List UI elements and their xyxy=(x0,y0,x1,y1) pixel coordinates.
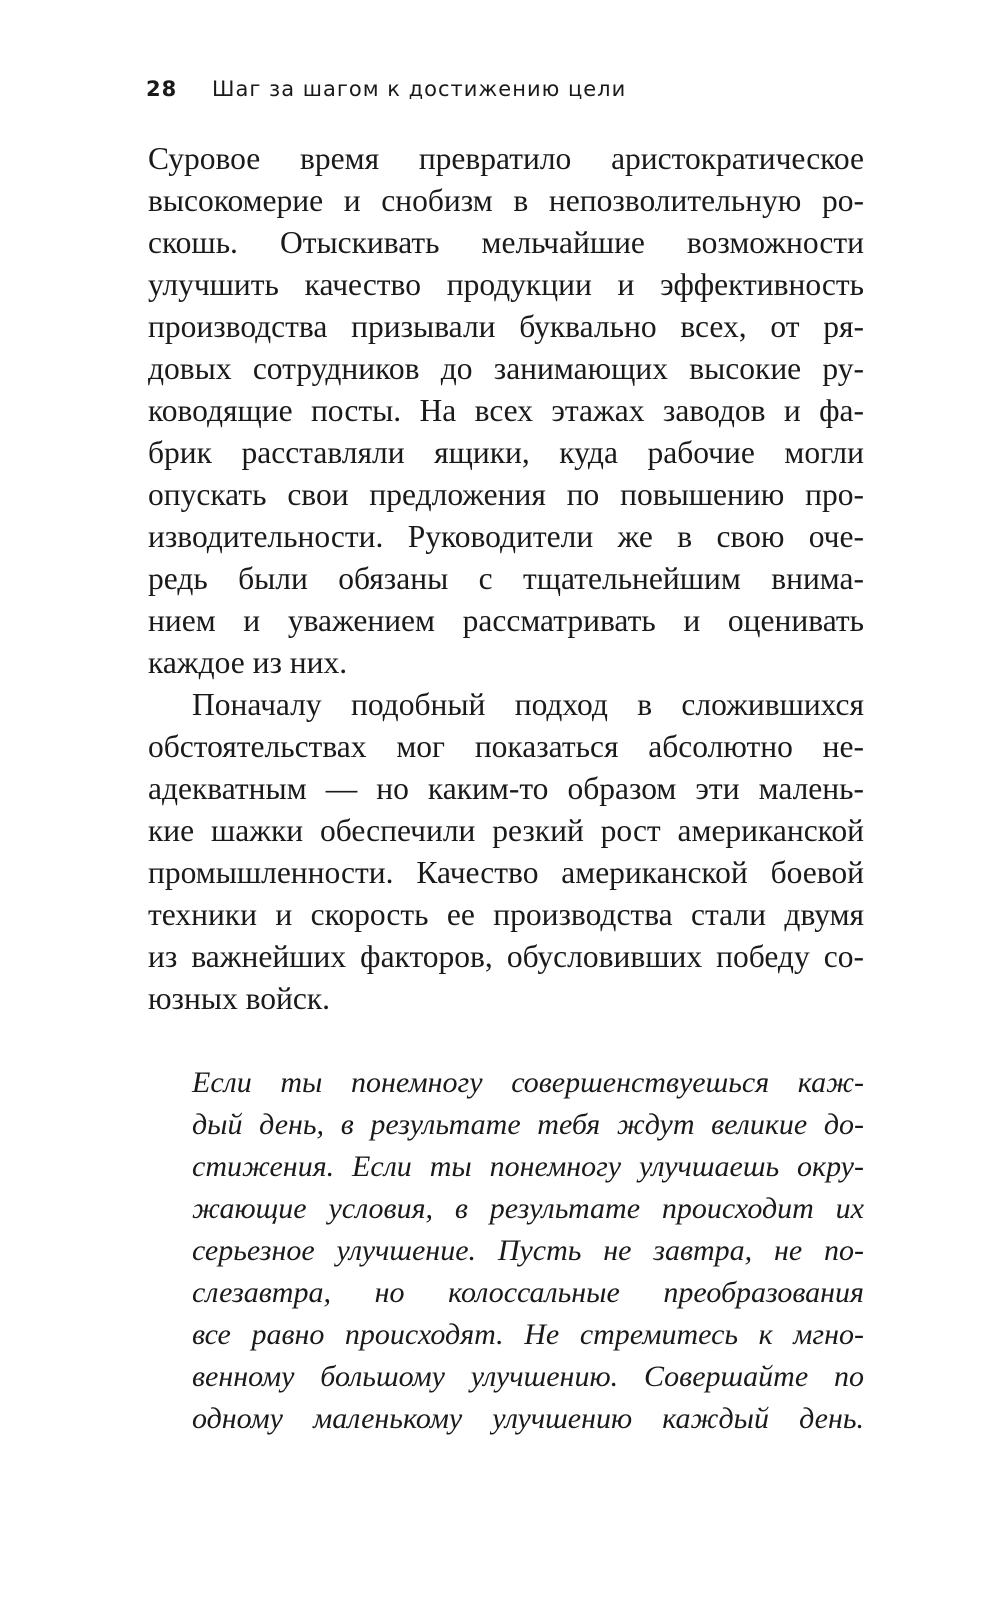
text-line: брик расставляли ящики, куда рабочие могли xyxy=(148,435,864,470)
quote-line: Если ты понемногу совершенствуешься каж- xyxy=(192,1066,864,1099)
text-line: высокомерие и снобизм в непозволительную ро- xyxy=(148,183,864,218)
text-line: из важнейших факторов, обусловивших победу со- xyxy=(148,939,864,974)
text-line: промышленности. Качество американской боевой xyxy=(148,855,864,890)
page-header xyxy=(146,72,626,106)
text-line: редь были обязаны с тщательнейшим внима- xyxy=(148,561,864,596)
page-number: 28 xyxy=(146,77,178,101)
main-text xyxy=(148,138,864,1020)
quote-line: стижения. Если ты понемногу улучшаешь окру- xyxy=(192,1150,864,1183)
text-line: скошь. Отыскивать мельчайшие возможности xyxy=(148,225,864,260)
quote-line: слезавтра, но колоссальные преобразования xyxy=(192,1276,864,1309)
text-line: Поначалу подобный подход в сложившихся xyxy=(192,687,864,722)
quote-line: дый день, в результате тебя ждут великие до- xyxy=(192,1108,864,1141)
running-title: Шаг за шагом к достижению цели xyxy=(212,77,627,101)
text-line: опускать свои предложения по повышению про- xyxy=(148,477,864,512)
text-line: адекватным — но каким-то образом эти малень- xyxy=(148,771,864,806)
quote-line: все равно происходят. Не стремитесь к мгно- xyxy=(192,1318,864,1351)
text-line: довых сотрудников до занимающих высокие ру- xyxy=(148,351,864,386)
quote-line: жающие условия, в результате происходит их xyxy=(192,1192,864,1225)
quote-line: серьезное улучшение. Пусть не завтра, не по- xyxy=(192,1234,864,1267)
text-line: каждое из них. xyxy=(148,645,348,680)
text-line: кие шажки обеспечили резкий рост американской xyxy=(148,813,864,848)
text-line: обстоятельствах мог показаться абсолютно не- xyxy=(148,729,864,764)
text-line: производства призывали буквально всех, от ря- xyxy=(148,309,864,344)
text-line: техники и скорость ее производства стали двумя xyxy=(148,897,864,932)
quote-block xyxy=(192,1062,864,1440)
paragraph-1 xyxy=(148,138,864,684)
quote-line: венному большому улучшению. Совершайте по xyxy=(192,1360,864,1393)
text-line: нием и уважением рассматривать и оценивать xyxy=(148,603,864,638)
text-line: улучшить качество продукции и эффективность xyxy=(148,267,864,302)
text-line: изводительности. Руководители же в свою оче- xyxy=(148,519,864,554)
quote-line: одному маленькому улучшению каждый день. xyxy=(192,1402,864,1435)
text-line: юзных войск. xyxy=(148,981,331,1016)
text-line: ководящие посты. На всех этажах заводов и фа- xyxy=(148,393,864,428)
paragraph-2 xyxy=(148,684,864,1020)
text-line: Суровое время превратило аристократическое xyxy=(148,141,864,176)
